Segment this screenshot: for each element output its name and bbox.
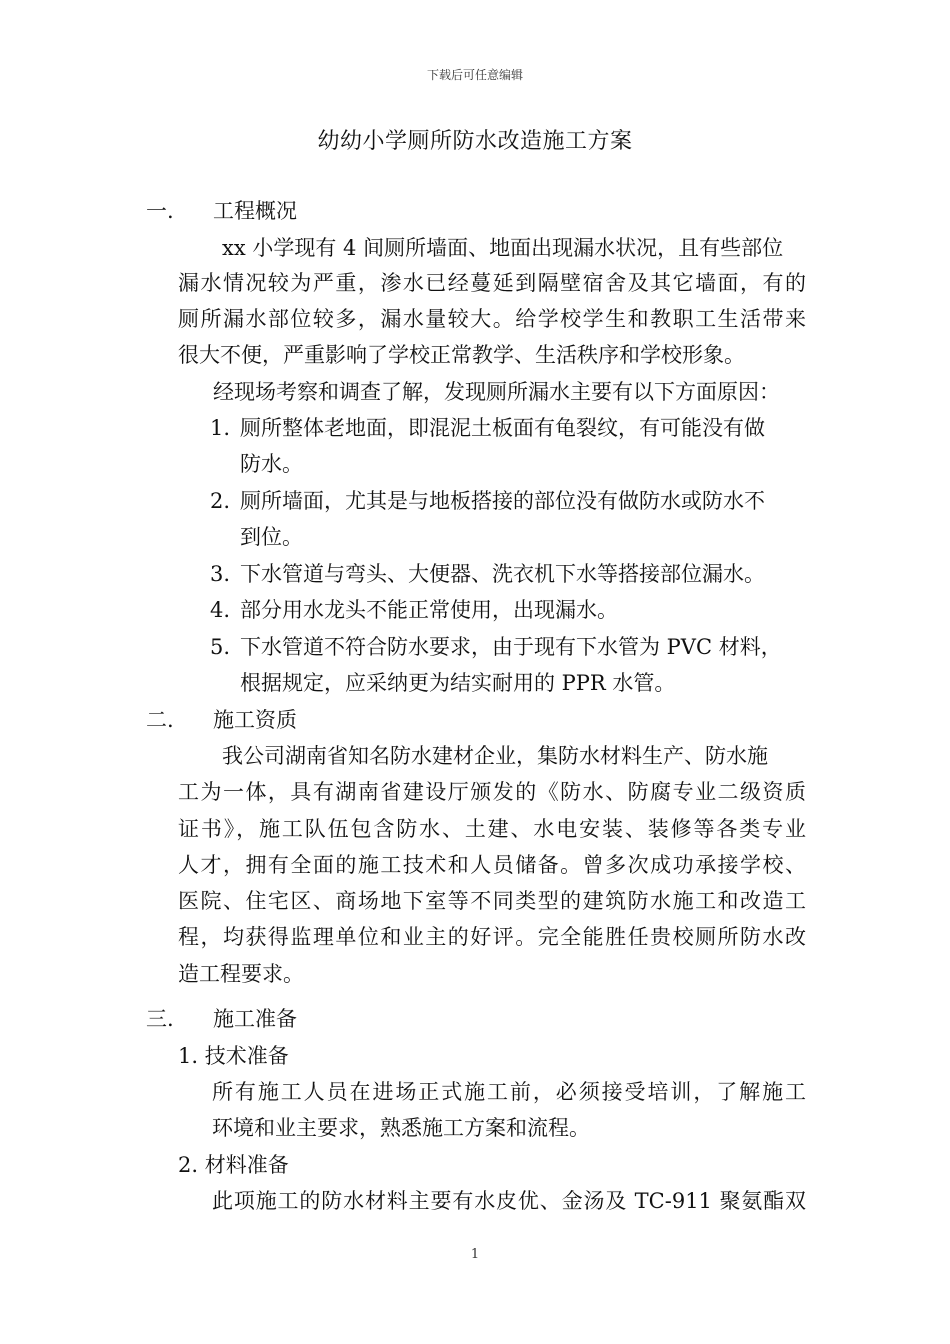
sub1-line-1: 所有施工人员在进场正式施工前，必须接受培训，了解施工 [212, 1080, 806, 1104]
section-2-number: 二. [146, 708, 174, 732]
list-item-1-line-2: 防水。 [240, 452, 303, 476]
page-header: 下载后可任意编辑 [426, 68, 523, 82]
s2-para-line-2: 工为一体，具有湖南省建设厅颁发的《防水、防腐专业二级资质 [178, 780, 806, 804]
list-item-5-number: 5. [210, 635, 231, 659]
section-2-heading: 施工资质 [213, 708, 297, 732]
section-1-heading: 工程概况 [213, 199, 297, 223]
list-item-1-number: 1. [210, 416, 231, 440]
list-item-2-line-2: 到位。 [240, 525, 303, 549]
list-item-5-line-2: 根据规定，应采纳更为结实耐用的 PPR 水管。 [240, 671, 676, 695]
document-title: 幼幼小学厕所防水改造施工方案 [317, 129, 633, 154]
s2-para-line-6: 程，均获得监理单位和业主的好评。完全能胜任贵校厕所防水改 [178, 925, 806, 949]
s1-para2: 经现场考察和调查了解，发现厕所漏水主要有以下方面原因： [213, 380, 780, 404]
s2-para-line-3: 证书》，施工队伍包含防水、土建、水电安装、装修等各类专业 [178, 817, 806, 841]
s1-para1-line-3: 厕所漏水部位较多，漏水量较大。给学校学生和教职工生活带来 [178, 307, 806, 331]
list-item-4-line-1: 部分用水龙头不能正常使用，出现漏水。 [240, 598, 618, 622]
subsection-2-heading: 2. 材料准备 [178, 1153, 289, 1177]
list-item-3-number: 3. [210, 562, 231, 586]
list-item-2-number: 2. [210, 489, 231, 513]
sub1-line-2: 环境和业主要求，熟悉施工方案和流程。 [212, 1116, 590, 1140]
s1-para1-line-4: 很大不便，严重影响了学校正常教学、生活秩序和学校形象。 [178, 343, 745, 367]
list-item-3-line-1: 下水管道与弯头、大便器、洗衣机下水等搭接部位漏水。 [240, 562, 765, 586]
list-item-4-number: 4. [210, 598, 231, 622]
page-number: 1 [470, 1247, 480, 1262]
sub2-line-1: 此项施工的防水材料主要有水皮优、金汤及 TC-911 聚氨酯双 [212, 1189, 806, 1213]
s2-para-line-7: 造工程要求。 [178, 962, 304, 986]
s1-para1-line-1: xx 小学现有 4 间厕所墙面、地面出现漏水状况，且有些部位 [222, 236, 784, 260]
subsection-1-heading: 1. 技术准备 [178, 1044, 289, 1068]
list-item-5-line-1: 下水管道不符合防水要求，由于现有下水管为 PVC 材料， [240, 635, 782, 659]
section-3-number: 三. [146, 1007, 174, 1031]
list-item-2-line-1: 厕所墙面，尤其是与地板搭接的部位没有做防水或防水不 [240, 489, 765, 513]
s2-para-line-1: 我公司湖南省知名防水建材企业，集防水材料生产、防水施 [222, 744, 768, 768]
section-3-heading: 施工准备 [213, 1007, 297, 1031]
section-1-number: 一. [146, 199, 174, 223]
s2-para-line-4: 人才，拥有全面的施工技术和人员储备。曾多次成功承接学校、 [178, 853, 806, 877]
s2-para-line-5: 医院、住宅区、商场地下室等不同类型的建筑防水施工和改造工 [178, 889, 806, 913]
s1-para1-line-2: 漏水情况较为严重，渗水已经蔓延到隔壁宿舍及其它墙面，有的 [178, 271, 806, 295]
list-item-1-line-1: 厕所整体老地面，即混泥土板面有龟裂纹，有可能没有做 [240, 416, 765, 440]
